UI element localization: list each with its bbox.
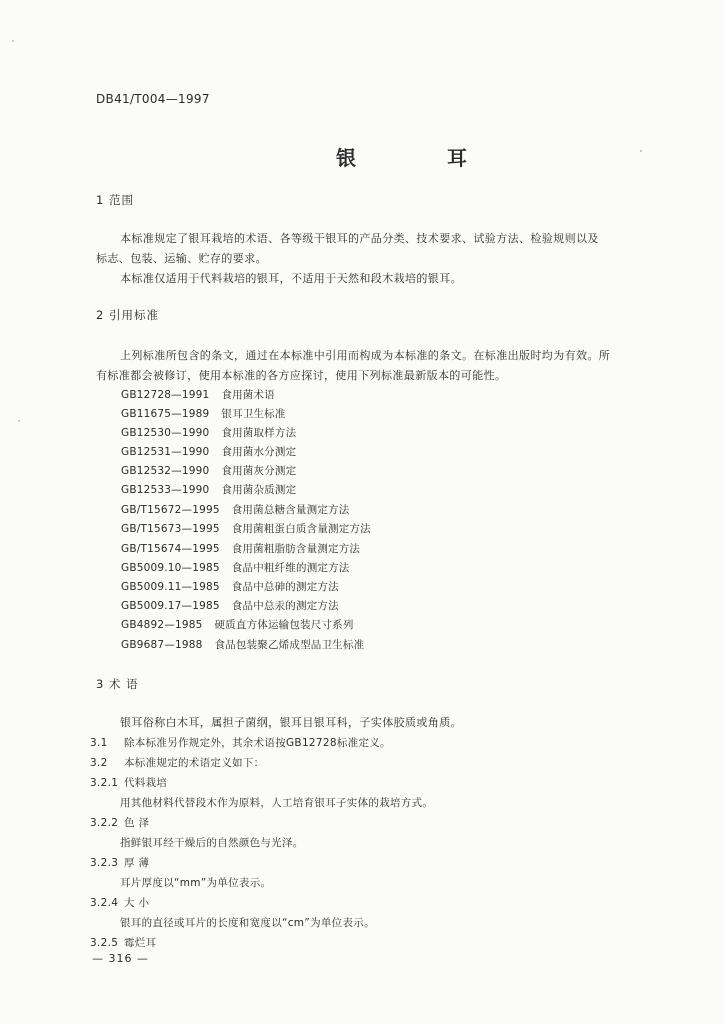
- term-text: 代料栽培: [124, 777, 168, 789]
- reference-item: [121, 444, 296, 459]
- term-entry: [90, 735, 391, 750]
- term-text: 本标准规定的术语定义如下：: [124, 757, 265, 769]
- section-2-heading: 2 引用标准: [96, 308, 159, 322]
- section-1-heading: 1 范围: [96, 193, 134, 207]
- term-number: 3.2.4: [90, 897, 119, 909]
- term-definition: 指鲜银耳经干燥后的自然颜色与光泽。: [120, 837, 304, 849]
- reference-item: [121, 463, 296, 478]
- reference-item: [121, 617, 354, 632]
- reference-code: GB/T15672—1995: [121, 504, 220, 516]
- term-definition: 银耳的直径或耳片的长度和宽度以“cm”为单位表示。: [120, 917, 375, 929]
- term-entry: [90, 815, 149, 830]
- reference-code: GB5009.10—1985: [121, 562, 220, 574]
- reference-code: GB5009.17—1985: [121, 600, 220, 612]
- term-text: 霉烂耳: [124, 937, 157, 949]
- reference-code: GB/T15674—1995: [121, 543, 220, 555]
- term-number: 3.2.5: [90, 937, 119, 949]
- term-text: 色 泽: [124, 817, 150, 829]
- page-title: 银 耳: [336, 146, 509, 170]
- reference-name: 食用菌取样方法: [221, 427, 297, 439]
- reference-code: GB/T15673—1995: [121, 523, 220, 535]
- section-1-line: 标志、包装、运输、贮存的要求。: [96, 252, 267, 265]
- reference-item: [121, 387, 275, 402]
- term-text: 大 小: [124, 897, 150, 909]
- section-3-intro: 银耳俗称白木耳，属担子菌纲，银耳目银耳科，子实体胶质或角质。: [120, 716, 462, 729]
- term-number: 3.2: [90, 757, 108, 769]
- reference-name: 食用菌水分测定: [221, 446, 297, 458]
- reference-name: 食品包装聚乙烯成型品卫生标准: [214, 639, 365, 651]
- term-text: 除本标准另作规定外，其余术语按GB12728标准定义。: [124, 737, 391, 749]
- reference-code: GB11675—1989: [121, 408, 210, 420]
- reference-code: GB12532—1990: [121, 465, 210, 477]
- section-2-line: 上列标准所包含的条文，通过在本标准中引用而构成为本标准的条文。在标准出版时均为有效。所: [120, 349, 611, 362]
- reference-name: 食用菌粗蛋白质含量测定方法: [231, 523, 371, 535]
- term-number: 3.2.3: [90, 857, 119, 869]
- reference-name: 食用菌灰分测定: [221, 465, 297, 477]
- scan-speck: [18, 420, 20, 422]
- reference-code: GB12728—1991: [121, 389, 210, 401]
- term-definition: 耳片厚度以“mm”为单位表示。: [120, 877, 272, 889]
- term-number: 3.2.1: [90, 777, 119, 789]
- reference-name: 食用菌杂质测定: [221, 484, 297, 496]
- section-1-line: 本标准仅适用于代料栽培的银耳，不适用于天然和段木栽培的银耳。: [120, 272, 462, 285]
- reference-name: 食品中粗纤维的测定方法: [231, 562, 350, 574]
- section-2-line: 有标准都会被修订，使用本标准的各方应探讨，使用下列标准最新版本的可能性。: [96, 369, 507, 382]
- reference-code: GB12530—1990: [121, 427, 210, 439]
- reference-name: 银耳卫生标准: [221, 408, 286, 420]
- term-entry: [90, 775, 167, 790]
- page-number: — 316 —: [92, 952, 149, 965]
- term-entry: [90, 895, 149, 910]
- reference-item: [121, 521, 371, 536]
- reference-code: GB4892—1985: [121, 619, 203, 631]
- reference-name: 食品中总砷的测定方法: [231, 581, 339, 593]
- reference-item: [121, 560, 350, 575]
- reference-code: GB9687—1988: [121, 639, 203, 651]
- reference-name: 食用菌粗脂肪含量测定方法: [231, 543, 361, 555]
- reference-name: 食用菌总糖含量测定方法: [231, 504, 350, 516]
- reference-name: 硬质直方体运输包装尺寸系列: [214, 619, 354, 631]
- reference-code: GB12533—1990: [121, 484, 210, 496]
- term-text: 厚 薄: [124, 857, 150, 869]
- term-number: 3.1: [90, 737, 108, 749]
- scan-speck: [640, 150, 642, 152]
- term-entry: [90, 935, 156, 950]
- reference-item: [121, 406, 286, 421]
- reference-item: [121, 425, 296, 440]
- scan-speck: [12, 40, 14, 42]
- reference-code: GB5009.11—1985: [121, 581, 220, 593]
- section-1-line: 本标准规定了银耳栽培的术语、各等级干银耳的产品分类、技术要求、试验方法、检验规则以及: [120, 232, 599, 245]
- reference-item: [121, 637, 364, 652]
- reference-code: GB12531—1990: [121, 446, 210, 458]
- term-definition: 用其他材料代替段木作为原料，人工培育银耳子实体的栽培方式。: [120, 797, 434, 809]
- reference-item: [121, 598, 339, 613]
- term-entry: [90, 755, 264, 770]
- term-number: 3.2.2: [90, 817, 119, 829]
- standard-number: DB41/T004—1997: [96, 92, 210, 106]
- reference-name: 食品中总汞的测定方法: [231, 600, 339, 612]
- term-entry: [90, 855, 149, 870]
- reference-item: [121, 502, 349, 517]
- section-3-heading: 3 术 语: [96, 677, 139, 691]
- reference-name: 食用菌术语: [221, 389, 275, 401]
- reference-item: [121, 579, 339, 594]
- reference-item: [121, 482, 296, 497]
- reference-item: [121, 541, 360, 556]
